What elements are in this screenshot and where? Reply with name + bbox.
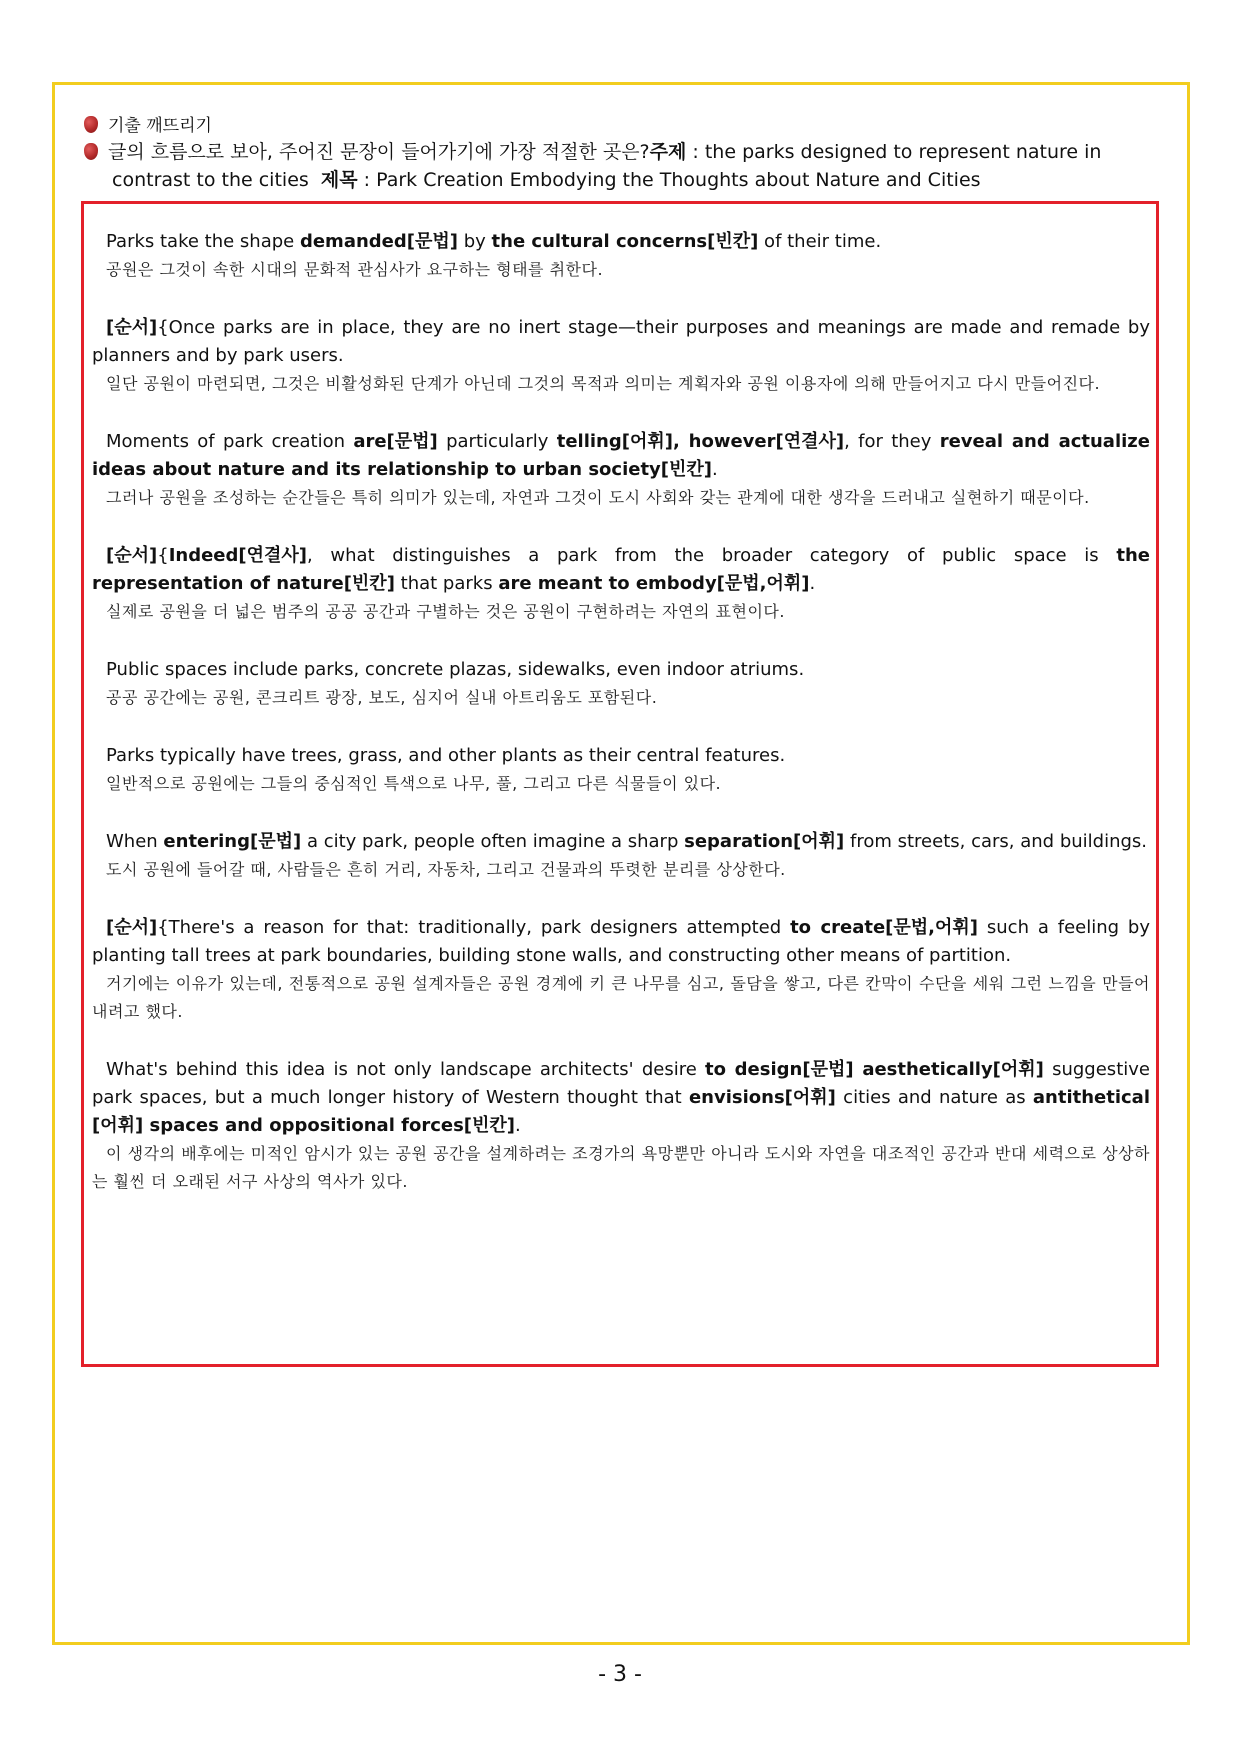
sentence-text: Parks typically have trees, grass, and other plants as their central features. [106, 745, 786, 766]
passage-paragraph [92, 1056, 1150, 1196]
english-sentence [92, 228, 1150, 256]
page-number: - 3 - [598, 1662, 642, 1687]
sentence-text: from streets, cars, and buildings. [844, 831, 1148, 852]
passage-paragraph [92, 742, 1150, 798]
english-sentence [92, 542, 1150, 598]
annotated-phrase: entering[문법] [163, 831, 302, 852]
passage-paragraph [92, 428, 1150, 512]
topic-title-line [84, 166, 1162, 194]
korean-translation: 일반적으로 공원에는 그들의 중심적인 특색으로 나무, 풀, 그리고 다른 식물들이 있다. [106, 774, 722, 793]
english-sentence [92, 314, 1150, 370]
annotated-phrase: the representation of nature[빈칸] [92, 545, 1150, 594]
sentence-text: . [515, 1115, 521, 1136]
sentence-text: . [809, 573, 816, 594]
question-line [84, 138, 1164, 166]
sentence-text: cities and nature as [835, 1087, 1033, 1108]
title-text: : Park Creation Embodying the Thoughts about Nature and Cities [357, 169, 981, 191]
annotated-phrase: reveal and actualize ideas about nature and its relationship to urban society[빈칸] [92, 431, 1150, 480]
annotated-phrase: telling[어휘], however[연결사] [556, 431, 845, 452]
sentence-text: , for they [844, 431, 940, 452]
annotated-phrase: [순서] [106, 917, 158, 938]
annotated-phrase: [순서] [106, 545, 158, 566]
passage-paragraph [92, 914, 1150, 1026]
question-text: 글의 흐름으로 보아, 주어진 문장이 들어가기에 가장 적절한 곳은? [108, 141, 650, 163]
passage-paragraph [92, 656, 1150, 712]
topic-continuation: contrast to the cities [112, 169, 309, 191]
annotated-phrase: the cultural concerns[빈칸] [491, 231, 759, 252]
strawberry-bullet-icon [84, 143, 98, 160]
sentence-text: What's behind this idea is not only landscape architects' desire [106, 1059, 705, 1080]
english-sentence [92, 428, 1150, 484]
passage-content [92, 228, 1150, 1226]
annotated-phrase: to create[문법,어휘] [790, 917, 979, 938]
korean-translation: 공원은 그것이 속한 시대의 문화적 관심사가 요구하는 형태를 취한다. [106, 260, 604, 279]
sentence-text: { [157, 545, 169, 566]
annotated-phrase: [순서] [106, 317, 158, 338]
sentence-text: Moments of park creation [106, 431, 354, 452]
sentence-text: , what distinguishes a park from the broader category of public space is [307, 545, 1117, 566]
english-sentence [92, 742, 1150, 770]
sentence-text: Parks take the shape [106, 231, 300, 252]
sentence-text: {Once parks are in place, they are no inert stage—their purposes and meanings are made and remade by planners and by park users. [92, 317, 1150, 366]
title-label: 제목 [320, 169, 358, 191]
korean-translation: 도시 공원에 들어갈 때, 사람들은 흔히 거리, 자동차, 그리고 건물과의 뚜렷한 분리를 상상한다. [106, 860, 786, 879]
english-sentence [92, 828, 1150, 856]
korean-translation: 일단 공원이 마련되면, 그것은 비활성화된 단계가 아닌데 그것의 목적과 의미는 계획자와 공원 이용자에 의해 만들어지고 다시 만들어진다. [106, 374, 1101, 393]
english-sentence [92, 914, 1150, 970]
sentence-text: {There's a reason for that: traditionally, park designers attempted [157, 917, 791, 938]
annotated-phrase: envisions[어휘] [688, 1087, 836, 1108]
annotated-phrase: Indeed[연결사] [168, 545, 308, 566]
passage-paragraph [92, 314, 1150, 398]
section-heading-text: 기출 깨뜨리기 [108, 116, 212, 136]
passage-paragraph [92, 828, 1150, 884]
annotated-phrase: separation[어휘] [684, 831, 845, 852]
sentence-text: of their time. [758, 231, 882, 252]
sentence-text: suggestive park spaces, but a much longer history of Western thought that [92, 1059, 1150, 1108]
sentence-text: . [712, 459, 718, 480]
section-heading [84, 112, 1164, 140]
topic-text: : the parks designed to represent nature in [686, 141, 1102, 163]
annotated-phrase: antithetical [어휘] spaces and oppositional forces[빈칸] [92, 1087, 1150, 1136]
passage-paragraph [92, 228, 1150, 284]
passage-paragraph [92, 542, 1150, 626]
english-sentence [92, 656, 1150, 684]
sentence-text: by [458, 231, 492, 252]
sentence-text: such a feeling by planting tall trees at park boundaries, building stone walls, and constructing other means of partition. [92, 917, 1150, 966]
sentence-text: particularly [437, 431, 557, 452]
annotated-phrase: are meant to embody[문법,어휘] [498, 573, 810, 594]
sentence-text: When [106, 831, 164, 852]
strawberry-bullet-icon [84, 116, 98, 133]
korean-translation: 이 생각의 배후에는 미적인 암시가 있는 공원 공간을 설계하려는 조경가의 욕망뿐만 아니라 도시와 자연을 대조적인 공간과 반대 세력으로 상상하는 훨씬 더 오래된 서구 사상의 역사가 있다. [92, 1144, 1150, 1191]
annotated-phrase: to design[문법] aesthetically[어휘] [704, 1059, 1044, 1080]
topic-label: 주제 [649, 141, 687, 163]
annotated-phrase: are[문법] [353, 431, 438, 452]
annotated-phrase: demanded[문법] [299, 231, 458, 252]
sentence-text: a city park, people often imagine a sharp [301, 831, 685, 852]
korean-translation: 공공 공간에는 공원, 콘크리트 광장, 보도, 심지어 실내 아트리움도 포함된다. [106, 688, 658, 707]
korean-translation: 거기에는 이유가 있는데, 전통적으로 공원 설계자들은 공원 경계에 키 큰 나무를 심고, 돌담을 쌓고, 다른 칸막이 수단을 세워 그런 느낌을 만들어 내려고 했다. [92, 974, 1150, 1021]
korean-translation: 그러나 공원을 조성하는 순간들은 특히 의미가 있는데, 자연과 그것이 도시 사회와 갖는 관계에 대한 생각을 드러내고 실현하기 때문이다. [106, 488, 1090, 507]
korean-translation: 실제로 공원을 더 넓은 범주의 공공 공간과 구별하는 것은 공원이 구현하려는 자연의 표현이다. [106, 602, 785, 621]
english-sentence [92, 1056, 1150, 1140]
sentence-text: that parks [394, 573, 499, 594]
sentence-text: Public spaces include parks, concrete plazas, sidewalks, even indoor atriums. [106, 659, 805, 680]
